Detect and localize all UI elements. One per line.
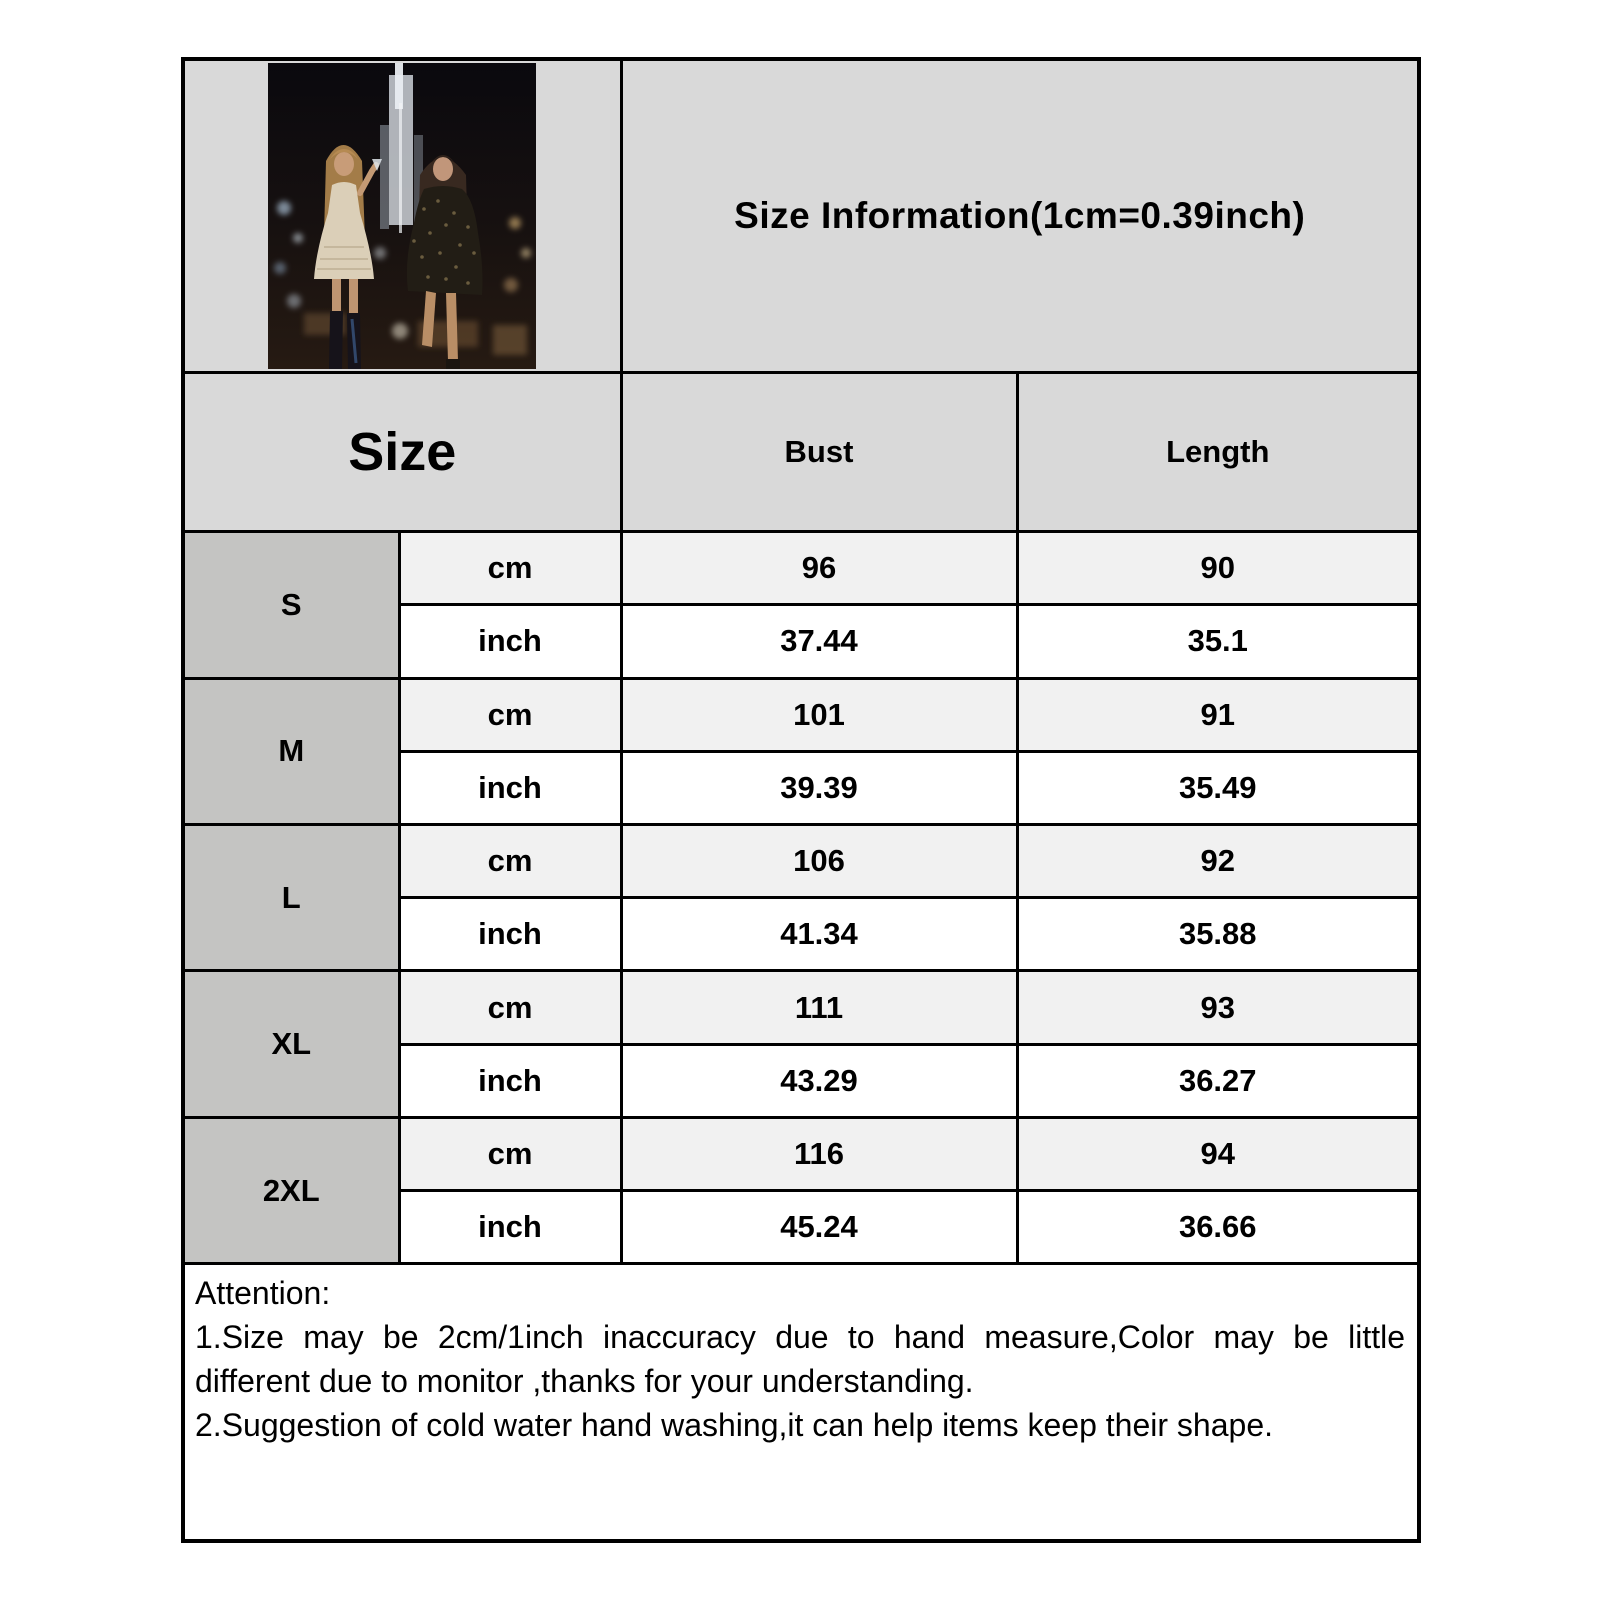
unit-label-cm: cm — [399, 1117, 621, 1190]
2xl-bust-inch: 45.24 — [621, 1191, 1017, 1264]
size-label-l: L — [183, 825, 399, 971]
size-s-cm-row — [183, 532, 1419, 605]
size-label-m: M — [183, 678, 399, 824]
unit-label-cm: cm — [399, 971, 621, 1044]
size-label-s: S — [183, 532, 399, 678]
xl-length-cm: 93 — [1017, 971, 1419, 1044]
size-2xl-cm-row — [183, 1117, 1419, 1190]
xl-bust-cm: 111 — [621, 971, 1017, 1044]
size-column-header: Size — [183, 372, 621, 532]
product-photo — [268, 63, 536, 369]
column-header-row — [183, 372, 1419, 532]
size-xl-cm-row — [183, 971, 1419, 1044]
l-length-inch: 35.88 — [1017, 898, 1419, 971]
photo-title-row — [183, 59, 1419, 372]
attention-note-1: 1.Size may be 2cm/1inch inaccuracy due to hand measure,Color may be little different due to monitor ,thanks for your understanding. — [195, 1319, 1405, 1400]
unit-label-cm: cm — [399, 825, 621, 898]
m-length-inch: 35.49 — [1017, 751, 1419, 824]
unit-label-inch: inch — [399, 898, 621, 971]
l-length-cm: 92 — [1017, 825, 1419, 898]
attention-note-2: 2.Suggestion of cold water hand washing,it can help items keep their shape. — [195, 1407, 1273, 1444]
m-length-cm: 91 — [1017, 678, 1419, 751]
unit-label-cm: cm — [399, 532, 621, 605]
size-l-cm-row — [183, 825, 1419, 898]
product-photo-cell — [183, 59, 621, 372]
l-bust-inch: 41.34 — [621, 898, 1017, 971]
size-label-2xl: 2XL — [183, 1117, 399, 1263]
xl-bust-inch: 43.29 — [621, 1044, 1017, 1117]
s-length-cm: 90 — [1017, 532, 1419, 605]
size-information-title: Size Information(1cm=0.39inch) — [621, 59, 1419, 372]
unit-label-inch: inch — [399, 1191, 621, 1264]
size-m-cm-row — [183, 678, 1419, 751]
attention-heading: Attention: — [195, 1275, 331, 1312]
length-column-header: Length — [1017, 372, 1419, 532]
attention-row — [183, 1264, 1419, 1541]
bust-column-header: Bust — [621, 372, 1017, 532]
unit-label-inch: inch — [399, 605, 621, 678]
size-chart-sheet — [181, 57, 1421, 1543]
m-bust-cm: 101 — [621, 678, 1017, 751]
2xl-length-cm: 94 — [1017, 1117, 1419, 1190]
unit-label-cm: cm — [399, 678, 621, 751]
s-bust-inch: 37.44 — [621, 605, 1017, 678]
unit-label-inch: inch — [399, 751, 621, 824]
m-bust-inch: 39.39 — [621, 751, 1017, 824]
2xl-bust-cm: 116 — [621, 1117, 1017, 1190]
2xl-length-inch: 36.66 — [1017, 1191, 1419, 1264]
s-length-inch: 35.1 — [1017, 605, 1419, 678]
l-bust-cm: 106 — [621, 825, 1017, 898]
unit-label-inch: inch — [399, 1044, 621, 1117]
attention-notes-cell — [183, 1264, 1419, 1541]
xl-length-inch: 36.27 — [1017, 1044, 1419, 1117]
size-label-xl: XL — [183, 971, 399, 1117]
size-chart-table — [181, 57, 1421, 1543]
s-bust-cm: 96 — [621, 532, 1017, 605]
